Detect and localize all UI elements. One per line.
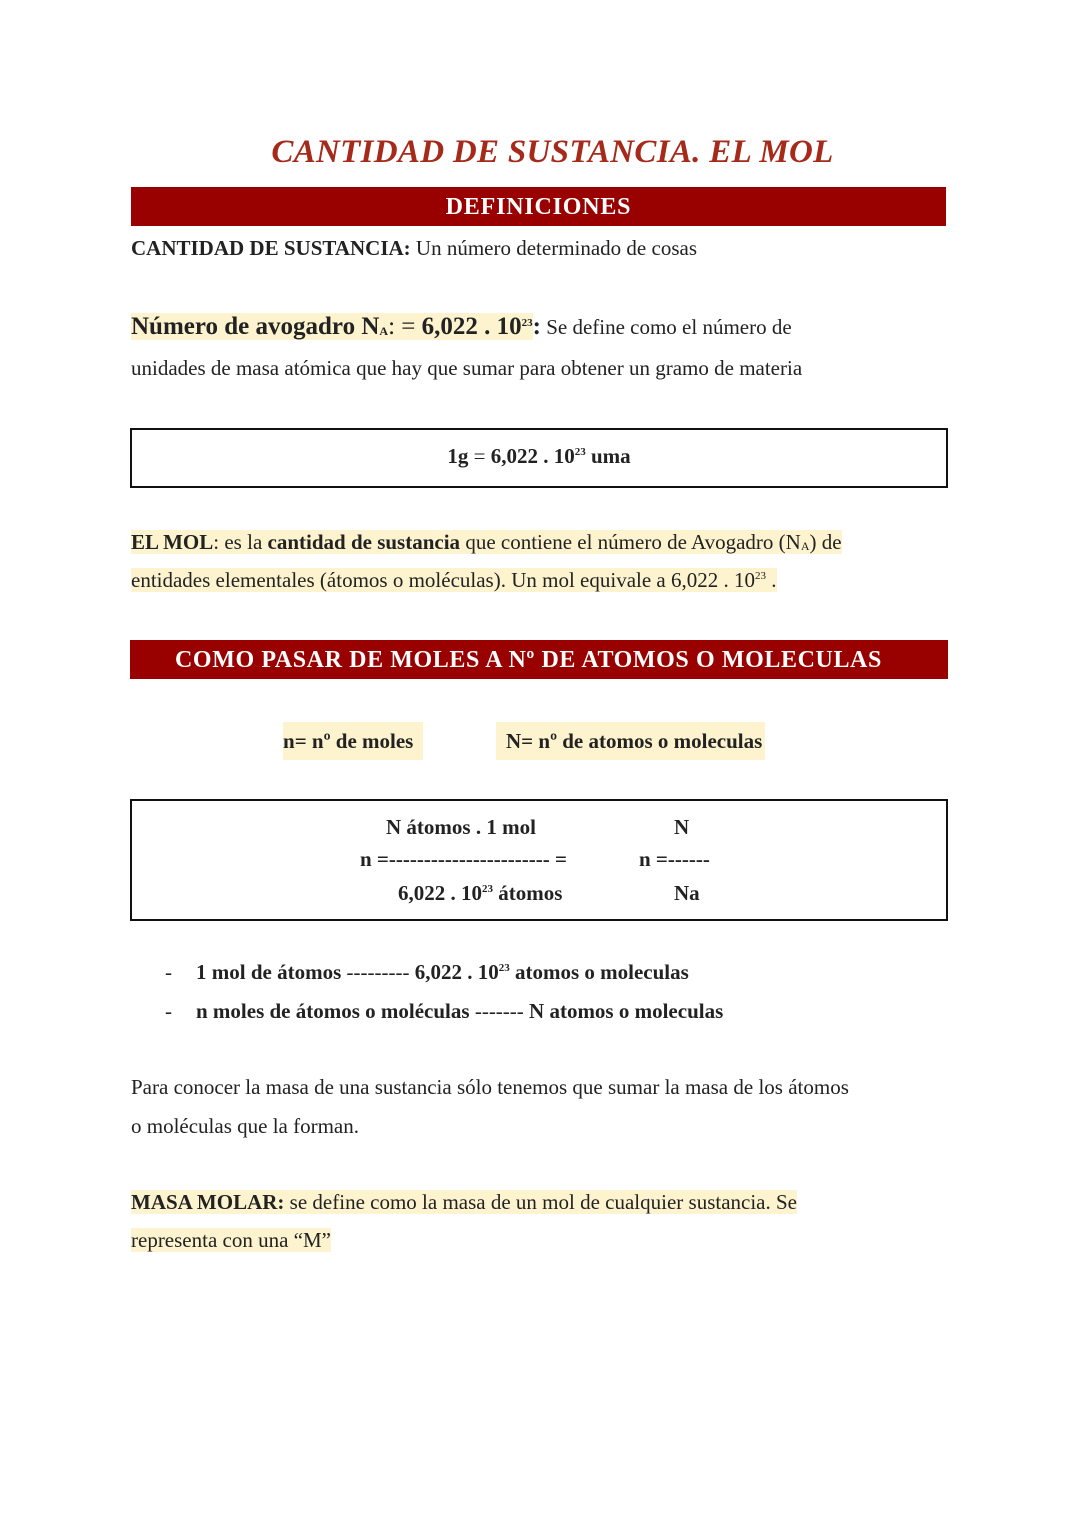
avogadro-colon: : (532, 313, 541, 340)
equivalence-box (130, 428, 948, 488)
avogadro-text1: Se define como el número de (540, 315, 792, 339)
var-n-sym: n (283, 729, 295, 753)
masa-molar-line1 (131, 1183, 797, 1221)
mol-end: . (766, 568, 777, 592)
masa-molar-line2 (131, 1221, 331, 1259)
avogadro-definition (131, 308, 792, 346)
masa-molar-text1: se define como la masa de un mol de cualquier sustancia. Se (284, 1190, 798, 1214)
bullet1-sep: --------- (341, 960, 415, 984)
avogadro-value: 6,022 . 10 (421, 313, 522, 340)
mol-label: EL MOL (131, 530, 214, 554)
bullet1-exp: 23 (498, 962, 510, 974)
masa-paragraph-line1: Para conocer la masa de una sustancia sólo tenemos que sumar la masa de los átomos (131, 1075, 849, 1099)
eq-sign: = (468, 444, 491, 468)
bullet2-b: N atomos o moleculas (529, 999, 724, 1023)
equivalence-formula (132, 437, 946, 475)
formula-box (130, 799, 948, 921)
eq-exp: 23 (574, 446, 586, 458)
formula-line1 (360, 840, 567, 878)
mol-t3: ) de (809, 530, 842, 554)
cantidad-definition (131, 229, 697, 267)
mol-line2: entidades elementales (átomos o moléculas). Un mol equivale a 6,022 . 10 (131, 568, 755, 592)
bullet2-a: n moles de átomos o moléculas (196, 999, 470, 1023)
avogadro-sub: A (379, 324, 389, 338)
mol-t1: : es la (213, 530, 268, 554)
bullet-item-1 (196, 953, 689, 991)
bullet1-a: 1 mol de átomos (196, 960, 342, 984)
mol-exp: 23 (755, 570, 766, 582)
bullet1-b: 6,022 . 10 (414, 960, 499, 984)
avogadro-highlight (131, 313, 533, 340)
eq-value: 6,022 . 10 (490, 444, 575, 468)
mol-sub: A (800, 539, 810, 553)
formula-den1-exp: 23 (482, 883, 493, 895)
formula-den2: Na (674, 881, 700, 905)
mol-highlight-1 (131, 530, 842, 554)
mol-definition-line2 (131, 561, 777, 599)
mol-bold: cantidad de sustancia (267, 530, 461, 554)
masa-molar-text2: representa con una “M” (131, 1228, 331, 1252)
masa-molar-highlight-1 (131, 1190, 797, 1214)
avogadro-eq: : = (388, 313, 422, 340)
formula-num1: N átomos . 1 mol (386, 815, 536, 839)
page-title: CANTIDAD DE SUSTANCIA. EL MOL (271, 134, 834, 170)
var-n (283, 722, 423, 760)
mol-highlight-2 (131, 568, 777, 592)
var-N-def: = nº de atomos o moleculas (521, 729, 763, 753)
bullet2-sep: ------- (469, 999, 530, 1023)
formula-line2: n =------ (639, 847, 710, 871)
mol-definition-line1 (131, 523, 842, 561)
var-n-def: = nº de moles (294, 729, 414, 753)
formula-num2: N (674, 815, 690, 839)
formula-den1-value: 6,022 . 10 (398, 881, 482, 905)
formula-den1 (398, 874, 562, 912)
var-N-sym: N (506, 729, 522, 753)
formula-den1-unit: átomos (493, 881, 563, 905)
mol-t2: que contiene el número de Avogadro (N (460, 530, 801, 554)
var-N (496, 722, 765, 760)
section-header-conversion (130, 640, 948, 679)
eq-lhs: 1g (447, 444, 469, 468)
masa-molar-label: MASA MOLAR: (131, 1190, 285, 1214)
bullet1-c: atomos o moleculas (509, 960, 689, 984)
bullet-dash-2: - (165, 999, 172, 1023)
cantidad-text: Un número determinado de cosas (410, 236, 697, 260)
avogadro-text2: unidades de masa atómica que hay que sumar para obtener un gramo de materia (131, 356, 803, 380)
avogadro-exp: 23 (521, 317, 533, 329)
formula-line1-text: n =----------------------- = (360, 847, 567, 871)
bullet-item-2 (196, 992, 723, 1030)
eq-unit: uma (585, 444, 631, 468)
section2-label: COMO PASAR DE MOLES A Nº DE ATOMOS O MOLECULAS (175, 647, 882, 673)
cantidad-label: CANTIDAD DE SUSTANCIA: (131, 236, 411, 260)
masa-paragraph-line2: o moléculas que la forman. (131, 1114, 360, 1138)
bullet-dash-1: - (165, 960, 172, 984)
avogadro-label: Número de avogadro N (131, 313, 380, 340)
section-header-definiciones: DEFINICIONES (131, 187, 946, 226)
